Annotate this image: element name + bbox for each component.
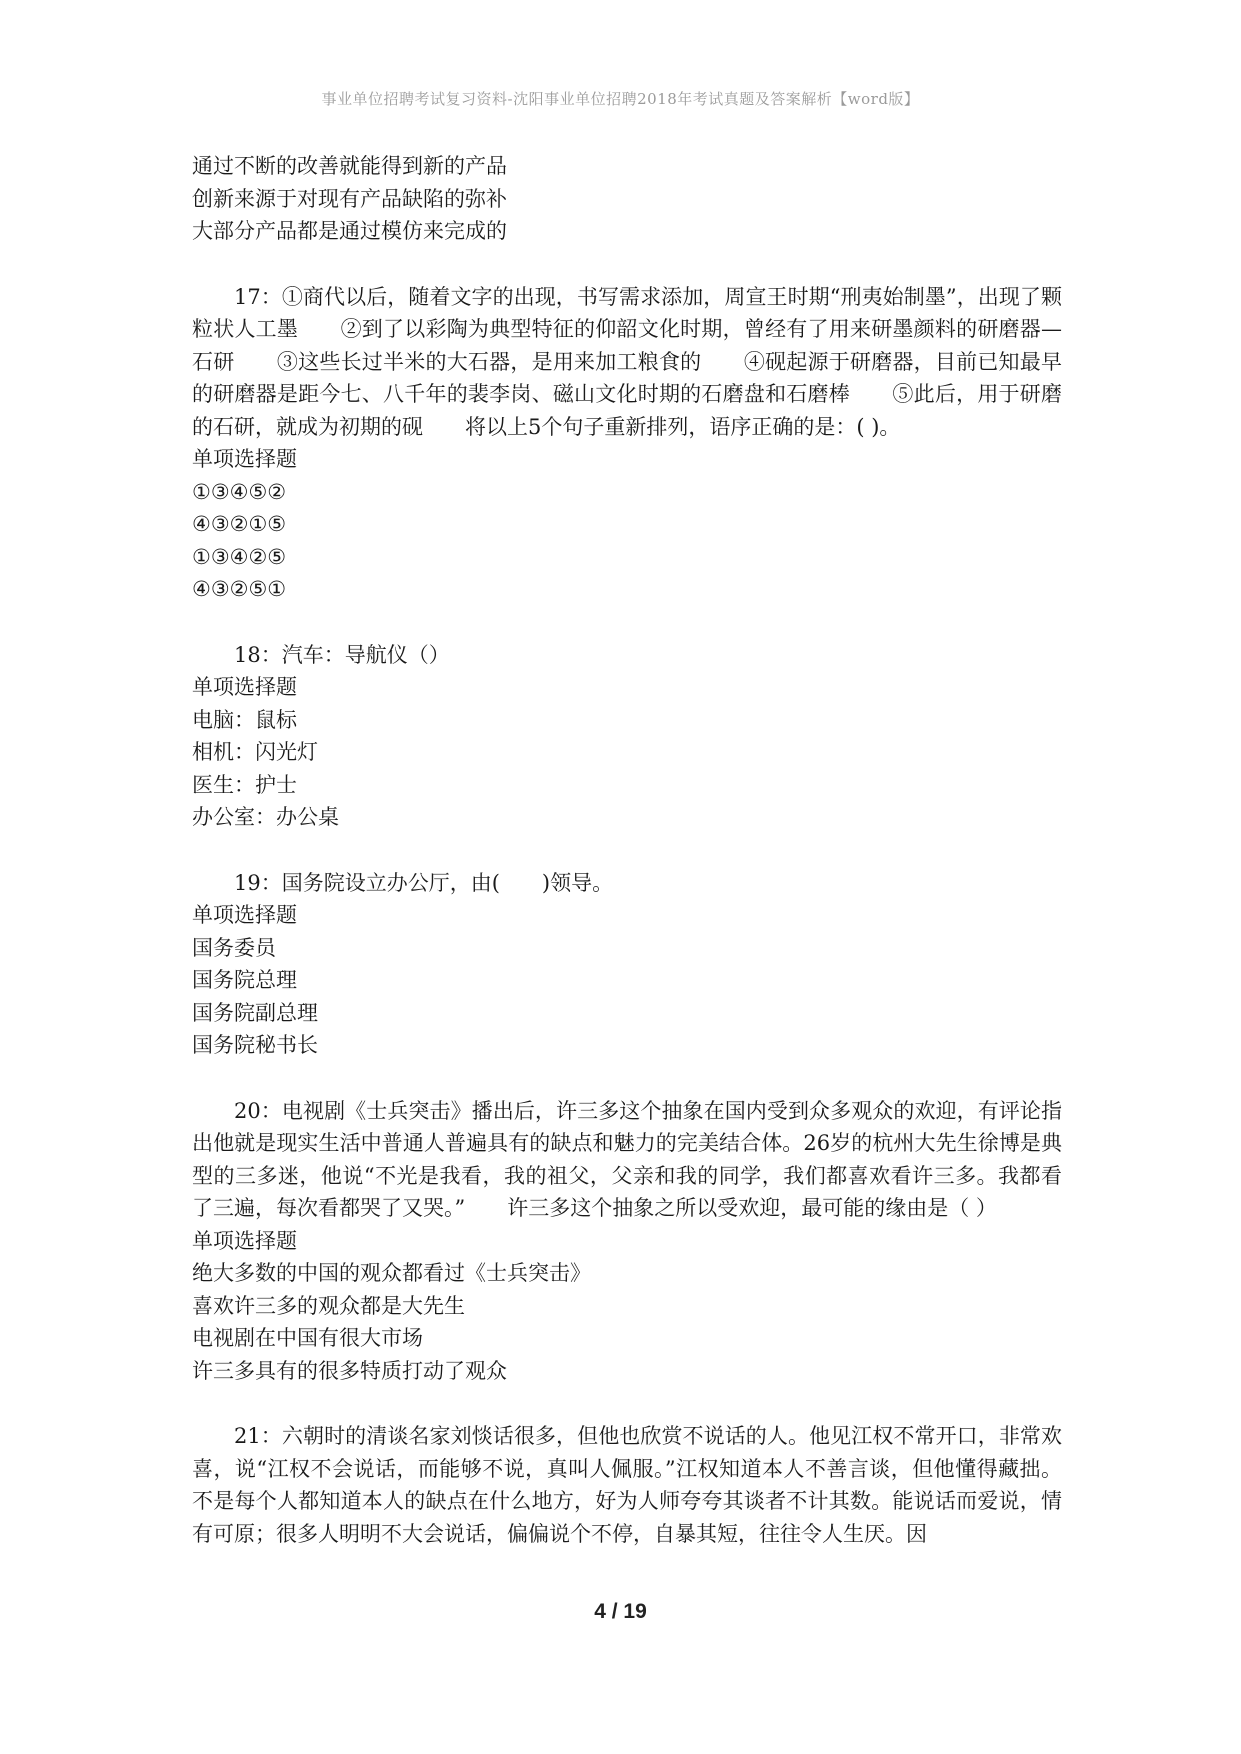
page-number: 4 / 19 bbox=[594, 1600, 647, 1623]
question-type: 单项选择题 bbox=[192, 903, 297, 927]
option-item: 电脑：鼠标 bbox=[192, 707, 297, 732]
option-item: 相机：闪光灯 bbox=[192, 740, 318, 764]
option-item: ④③②①⑤ bbox=[192, 512, 287, 536]
option-item: 国务院秘书长 bbox=[192, 1033, 318, 1057]
option-item: ①③④⑤② bbox=[192, 479, 287, 504]
question-stem: 18：汽车：导航仪（） bbox=[234, 642, 450, 667]
option-item: 国务委员 bbox=[192, 935, 276, 960]
option-item: 电视剧在中国有很大市场 bbox=[192, 1326, 423, 1350]
question-stem: 21：六朝时的清谈名家刘惔话很多，但他也欣赏不说话的人。他见江权不常开口，非常欢喜，说“江权不会说话，而能够不说，真叫人佩服。”江权知道本人不善言谈，但他懂得藏拙。不是每个人都知道本人的缺点在什么地方，好为人师夸夸其谈者不计其数。能说话而爱说，情有可原；很多人明明不大会说话，偏偏说个不停，自暴其短，往往令人生厌。因 bbox=[192, 1424, 1062, 1546]
document-body bbox=[192, 150, 1062, 1550]
option-item: 医生：护士 bbox=[192, 772, 297, 797]
option-item: 大部分产品都是通过模仿来完成的 bbox=[192, 219, 507, 243]
question-17 bbox=[192, 281, 1062, 606]
question-type: 单项选择题 bbox=[192, 1228, 297, 1253]
previous-question-options bbox=[192, 150, 1062, 248]
option-item: 国务院总理 bbox=[192, 968, 297, 992]
option-item: 创新来源于对现有产品缺陷的弥补 bbox=[192, 186, 507, 211]
question-18 bbox=[192, 639, 1062, 834]
question-19 bbox=[192, 867, 1062, 1062]
option-item: 绝大多数的中国的观众都看过《士兵突击》 bbox=[192, 1261, 591, 1285]
question-20 bbox=[192, 1095, 1062, 1388]
option-item: ④③②⑤① bbox=[192, 577, 287, 601]
question-type: 单项选择题 bbox=[192, 447, 297, 471]
page-header: 事业单位招聘考试复习资料-沈阳事业单位招聘2018年考试真题及答案解析【word版】 bbox=[321, 90, 920, 108]
option-item: 办公室：办公桌 bbox=[192, 805, 339, 829]
question-stem: 19：国务院设立办公厅，由( )领导。 bbox=[234, 870, 614, 895]
option-item: 喜欢许三多的观众都是大先生 bbox=[192, 1293, 465, 1318]
question-stem: 17：①商代以后，随着文字的出现，书写需求添加，周宣王时期“刑夷始制墨”，出现了颗粒状人工墨 ②到了以彩陶为典型特征的仰韶文化时期，曾经有了用来研墨颜料的研磨器—石研 ③这些长过半米的大石器，是用来加工粮食的 ④砚起源于研磨器，目前已知最早的研磨器是距今七、八千年的裴李岗、磁山文化时期的石磨盘和石磨棒 ⑤此后，用于研磨的石研，就成为初期的砚 将以上5个句子重新排列，语序正确的是：( )。 bbox=[192, 284, 1062, 439]
option-item: 许三多具有的很多特质打动了观众 bbox=[192, 1358, 507, 1383]
question-21 bbox=[192, 1420, 1062, 1550]
option-item: ①③④②⑤ bbox=[192, 544, 287, 569]
question-type: 单项选择题 bbox=[192, 675, 297, 699]
option-item: 国务院副总理 bbox=[192, 1000, 318, 1025]
question-stem: 20：电视剧《士兵突击》播出后，许三多这个抽象在国内受到众多观众的欢迎，有评论指出他就是现实生活中普通人普遍具有的缺点和魅力的完美结合体。26岁的杭州大先生徐博是典型的三多迷，他说“不光是我看，我的祖父，父亲和我的同学，我们都喜欢看许三多。我都看了三遍，每次看都哭了又哭。” 许三多这个抽象之所以受欢迎，最可能的缘由是（ ） bbox=[192, 1098, 1062, 1220]
option-item: 通过不断的改善就能得到新的产品 bbox=[192, 154, 507, 178]
